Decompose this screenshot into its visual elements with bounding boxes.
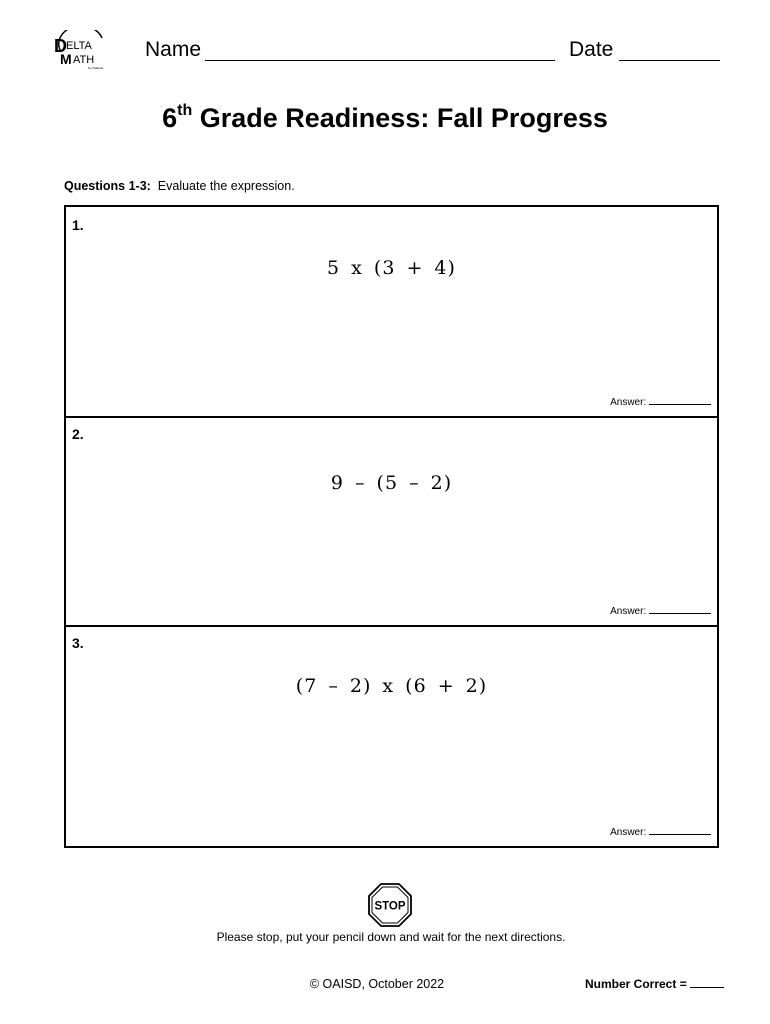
answer-label: Answer: xyxy=(610,397,647,408)
question-number: 2. xyxy=(72,426,84,442)
date-field[interactable] xyxy=(619,60,720,61)
answer-field[interactable] xyxy=(610,396,711,408)
delta-math-logo xyxy=(52,30,112,70)
instructions xyxy=(64,179,295,193)
title-text: Grade Readiness: Fall Progress xyxy=(199,103,608,133)
logo-small: by Oakland xyxy=(88,66,104,70)
answer-label: Answer: xyxy=(610,606,647,617)
name-label: Name xyxy=(145,38,202,61)
logo-bottom: ATH xyxy=(73,54,95,66)
question-number: 3. xyxy=(72,635,84,651)
answer-field[interactable] xyxy=(610,605,711,617)
logo-m: M xyxy=(60,51,72,67)
answer-blank[interactable] xyxy=(649,605,711,614)
name-field[interactable] xyxy=(205,60,555,61)
page-title xyxy=(0,103,770,134)
copyright: © OAISD, October 2022 xyxy=(309,977,445,991)
answer-blank[interactable] xyxy=(649,396,711,405)
number-correct-blank[interactable] xyxy=(690,977,724,988)
question-box-2 xyxy=(64,416,719,627)
title-grade-suffix: th xyxy=(177,102,193,119)
question-box-3 xyxy=(64,625,719,848)
logo-d: D xyxy=(54,36,67,56)
question-expression: 9 – (5 – 2) xyxy=(330,472,453,494)
question-expression: (7 – 2) x (6 + 2) xyxy=(295,675,488,697)
question-number: 1. xyxy=(72,217,84,233)
logo-top: ELTA xyxy=(66,40,92,52)
date-label: Date xyxy=(569,38,614,61)
answer-field[interactable] xyxy=(610,826,711,838)
instructions-text: Evaluate the expression. xyxy=(157,179,295,193)
number-correct xyxy=(585,977,724,991)
instructions-label: Questions 1-3: xyxy=(64,179,151,193)
answer-blank[interactable] xyxy=(649,826,711,835)
answer-label: Answer: xyxy=(610,827,647,838)
stop-message: Please stop, put your pencil down and wait for the next directions. xyxy=(216,930,566,944)
title-grade: 6 xyxy=(162,103,178,133)
question-expression: 5 x (3 + 4) xyxy=(327,257,456,279)
number-correct-label: Number Correct = xyxy=(585,977,687,991)
stop-sign-text: STOP xyxy=(374,900,406,913)
question-box-1 xyxy=(64,205,719,418)
stop-sign-icon xyxy=(368,883,412,927)
